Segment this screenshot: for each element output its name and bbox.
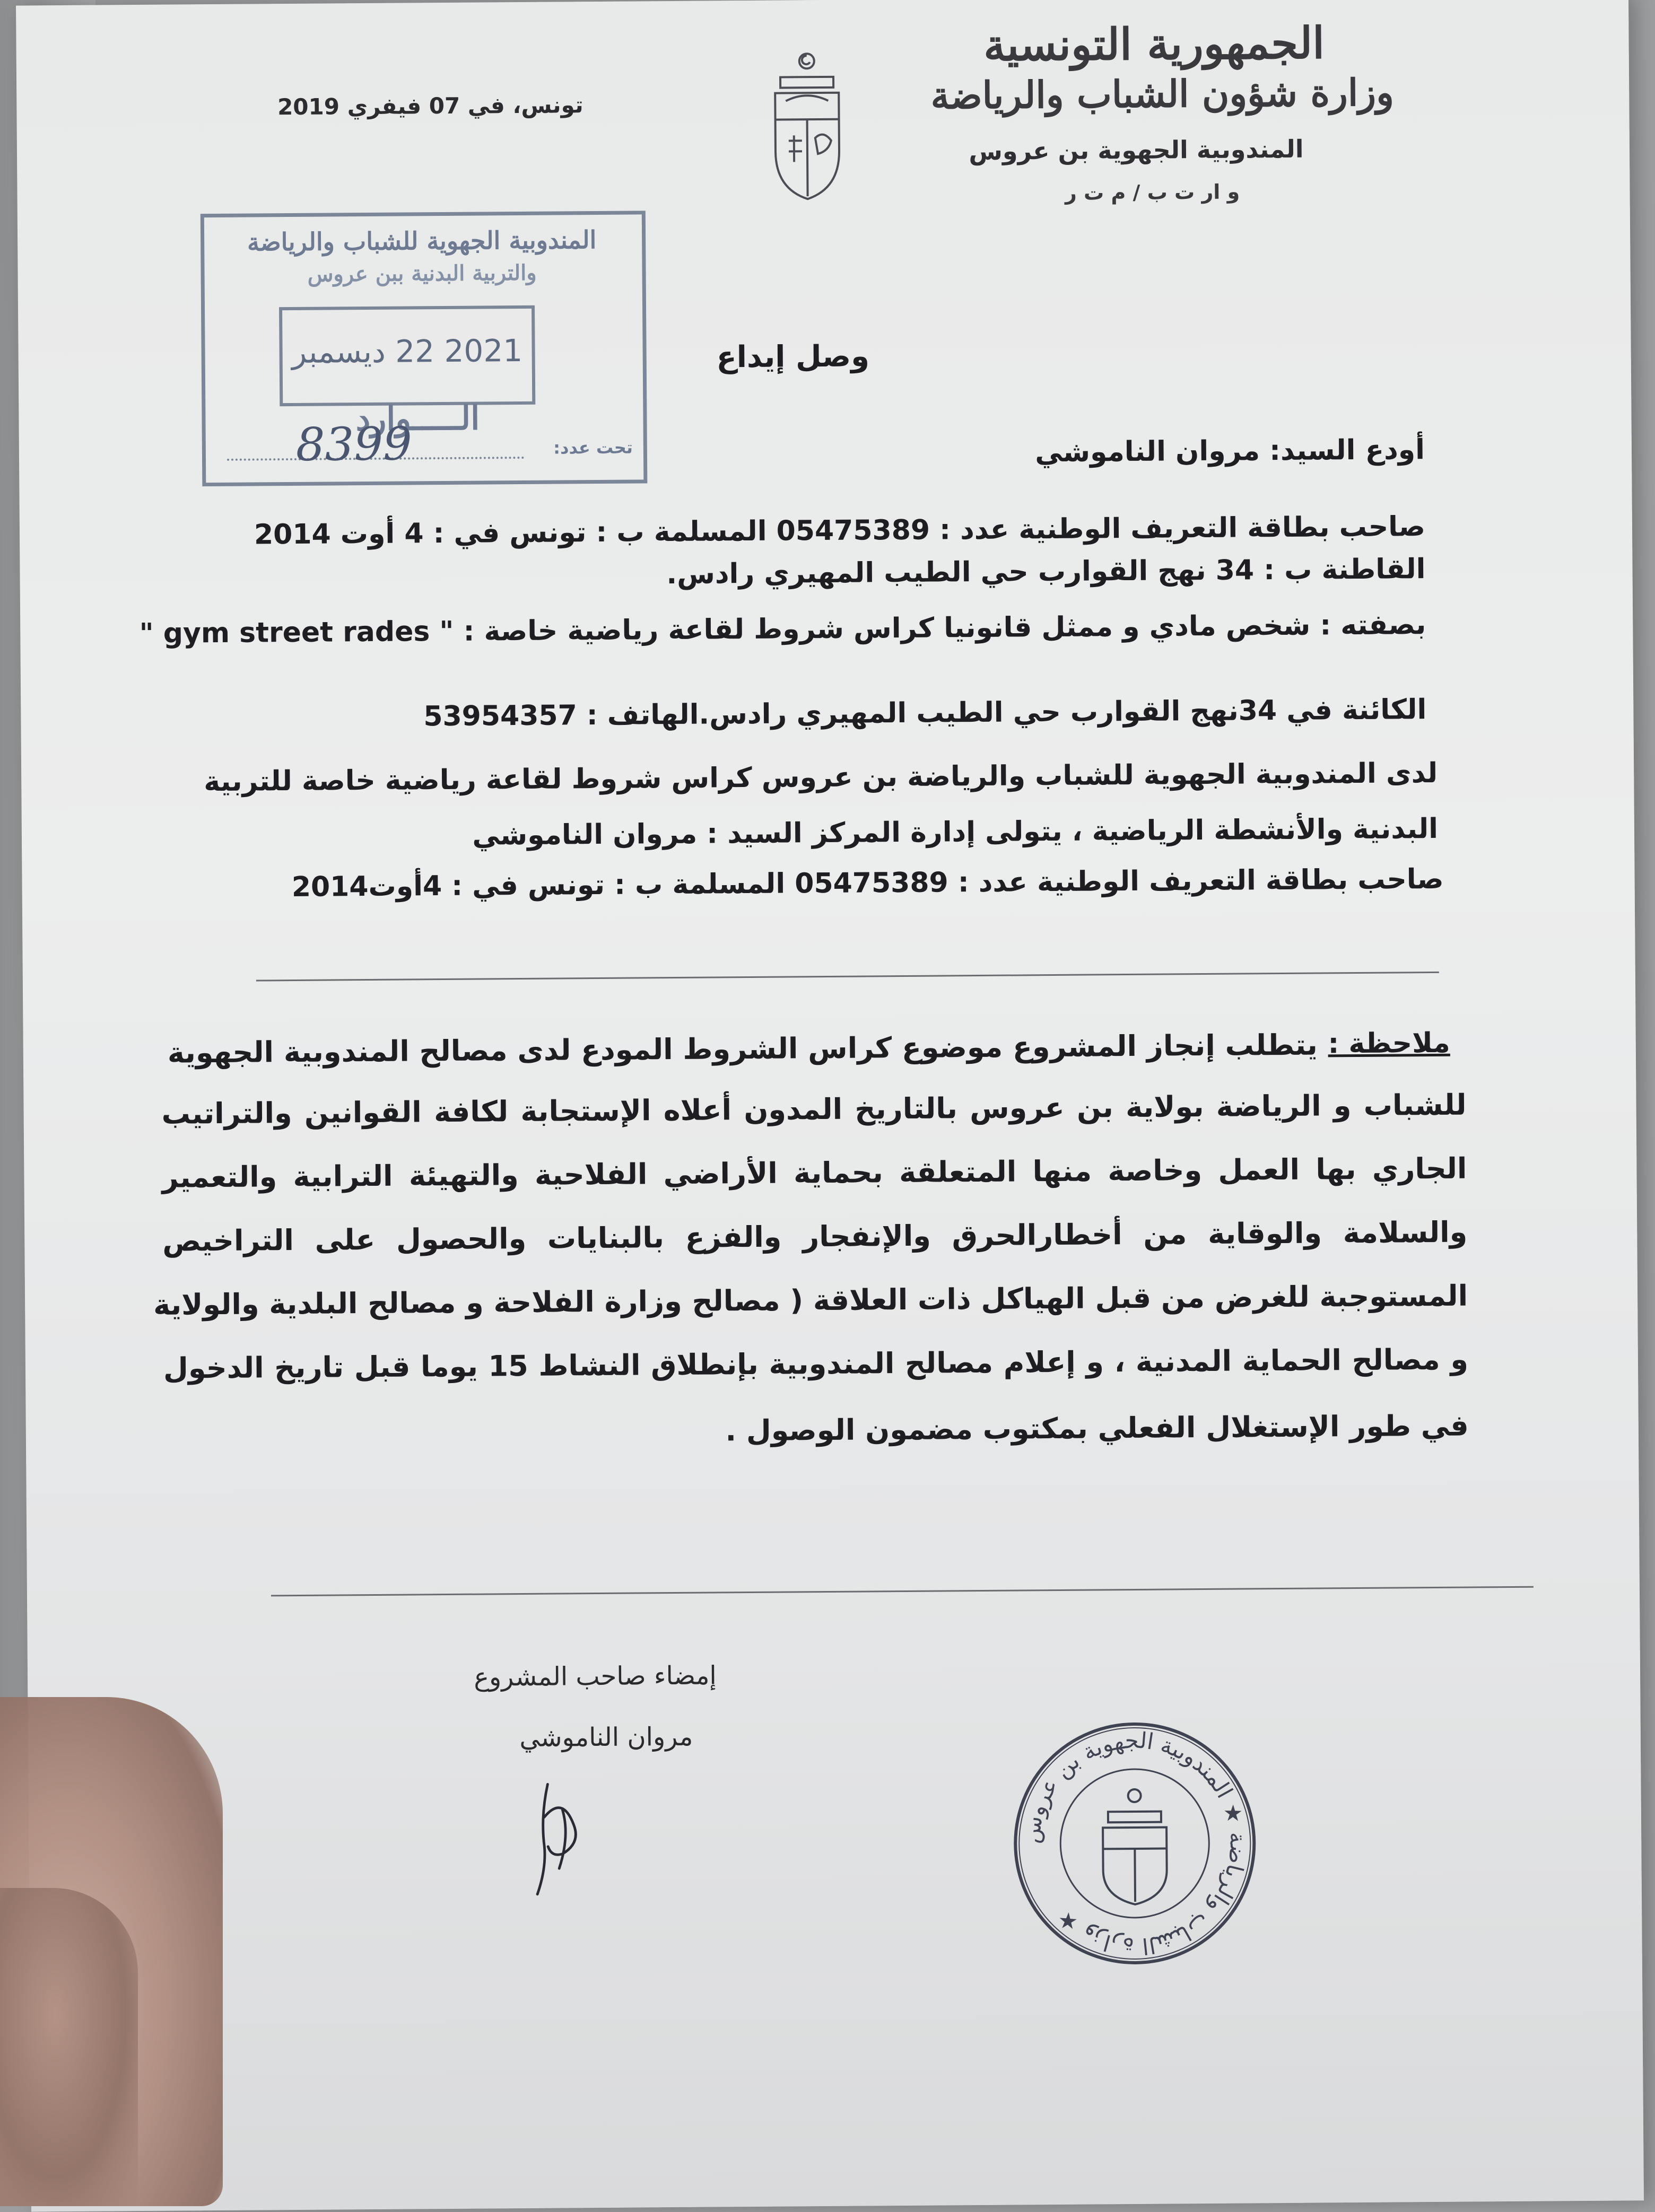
signatory-name: مروان الناموشي: [519, 1721, 693, 1753]
note-label: ملاحظة :: [1328, 1027, 1450, 1060]
stamp-line-2: والتربية البدنية ببن عروس: [307, 260, 537, 287]
separator-2: [271, 1586, 1534, 1597]
date-line: تونس، في 07 فيفري 2019: [277, 92, 583, 120]
body-line-6: لدى المندوبية الجهوية للشباب والرياضة بن عروس كراس شروط لقاعة رياضية خاصة للتربية: [203, 757, 1438, 798]
separator-1: [256, 972, 1439, 982]
stamp-number-label: تحت عدد:: [553, 437, 633, 458]
reference-code: و ار ت ب / م ت ر: [1065, 180, 1240, 205]
note-line-7: في طور الإستغلال الفعلي بمكتوب مضمون الوصول .: [725, 1409, 1469, 1448]
stamp-date-box: [279, 305, 535, 406]
body-line-2: صاحب بطاقة التعريف الوطنية عدد : 05475389 المسلمة ب : تونس في : 4 أوت 2014: [254, 511, 1426, 551]
note-line-6: و مصالح الحماية المدنية ، و إعلام مصالح المندوبية بإنطلاق النشاط 15 يوما قبل تاريخ الدخول: [163, 1342, 1469, 1385]
note-line-3: الجاري بها العمل وخاصة منها المتعلقة بحماية الأراضي الفلاحية والتهيئة الترابية والتعمير: [162, 1151, 1467, 1194]
document-title: وصل إيداع: [716, 339, 870, 375]
directorate-heading: المندوبية الجهوية بن عروس: [969, 134, 1304, 166]
note-line-2: للشباب و الرياضة بولاية بن عروس بالتاريخ المدون أعلاه الإستجابة لكافة القوانين والتراتيب: [161, 1088, 1467, 1131]
document-page: [16, 0, 1644, 2212]
body-line-1: أودع السيد: مروان الناموشي: [1035, 434, 1425, 469]
stamp-line-1: المندوبية الجهوية للشباب والرياضة: [247, 225, 597, 257]
body-line-4: بصفته : شخص مادي و ممثل قانونيا كراس شروط لقاعة رياضية خاصة : " gym street rades ": [139, 609, 1426, 650]
body-line-5: الكائنة في 34نهج القوارب حي الطيب المهيري رادس.الهاتف : 53954357: [423, 694, 1427, 733]
stamp-number-handwritten: 8399: [295, 417, 413, 471]
body-line-7: البدنية والأنشطة الرياضية ، يتولى إدارة المركز السيد : مروان الناموشي: [472, 812, 1439, 852]
republic-heading: الجمهورية التونسية: [983, 18, 1325, 71]
stamp-date: 2021 22 ديسمبر: [291, 332, 523, 370]
handwritten-signature: [506, 1773, 624, 1975]
ministry-heading: وزارة شؤون الشباب والرياضة: [930, 70, 1395, 118]
signature-label: إمضاء صاحب المشروع: [474, 1660, 717, 1692]
note-line-5: المستوجبة للغرض من قبل الهياكل ذات العلاقة ( مصالح وزارة الفلاحة و مصالح البلدية والولاية: [153, 1279, 1468, 1322]
seal-ring-text: وزارة الشباب والرياضة ★ المندوبية الجهوية بن عروس ★: [1017, 1727, 1251, 1960]
note-line-4: والسلامة والوقاية من أخطارالحرق والإنفجار والفزع بالبنايات والحصول على التراخيص: [162, 1215, 1468, 1258]
ministry-seal-icon: [1007, 1715, 1263, 1971]
note-line-1: يتطلب إنجاز المشروع موضوع كراس الشروط المودع لدى مصالح المندوبية الجهوية: [167, 1028, 1318, 1070]
finger: [0, 1888, 138, 2206]
incoming-mail-stamp: [201, 211, 648, 486]
stamp-label: الـــــوارد: [355, 398, 480, 439]
body-line-3: القاطنة ب : 34 نهج القوارب حي الطيب المهيري رادس.: [666, 553, 1426, 591]
tunisia-coat-of-arms-icon: [759, 45, 856, 205]
body-line-8: صاحب بطاقة التعريف الوطنية عدد : 05475389 المسلمة ب : تونس في : 4أوت2014: [291, 863, 1444, 904]
